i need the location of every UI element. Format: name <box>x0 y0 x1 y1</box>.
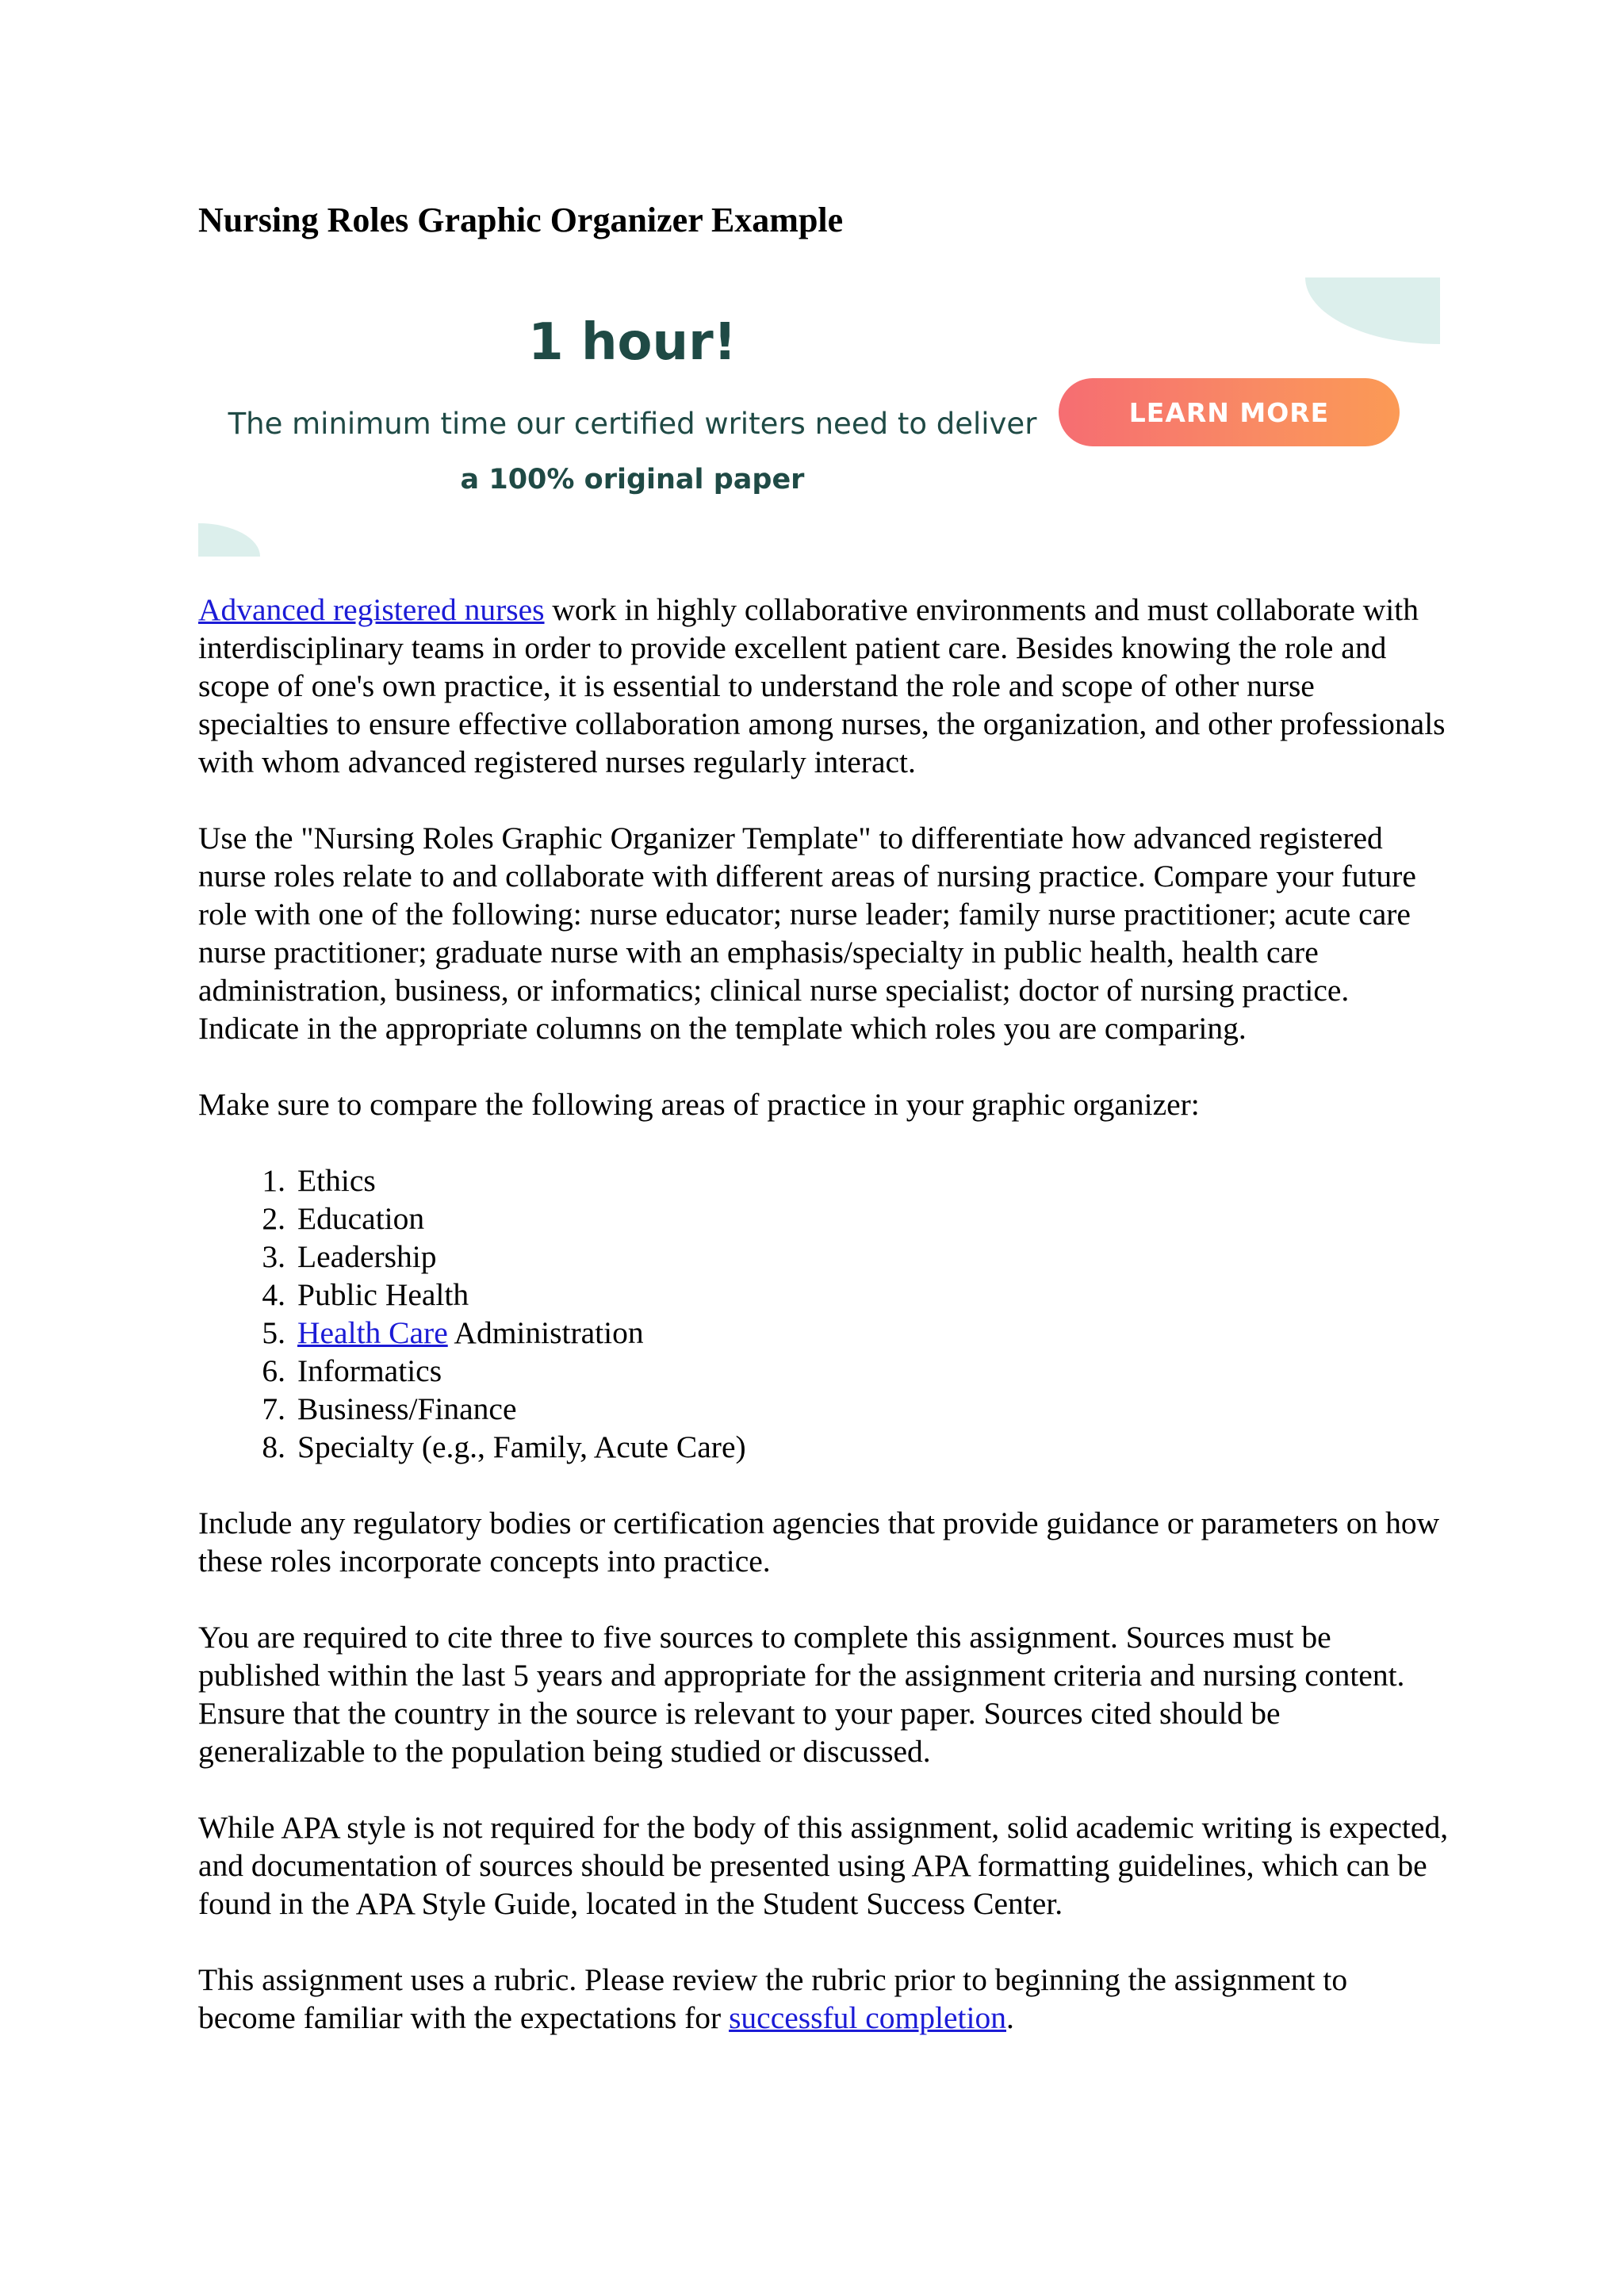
paragraph-rubric <box>198 1961 1451 2037</box>
list-item <box>198 1314 1451 1352</box>
list-item <box>198 1161 1451 1200</box>
list-number: 5. <box>262 1315 285 1350</box>
banner-subtitle-bold: a 100% original paper <box>460 464 805 496</box>
advanced-registered-nurses-link[interactable]: Advanced registered nurses <box>198 592 545 627</box>
page-title: Nursing Roles Graphic Organizer Example <box>198 201 844 239</box>
list-item-text: Business/Finance <box>297 1391 517 1426</box>
paragraph-rubric-text: This assignment uses a rubric. Please review the rubric prior to beginning the assignment to become familiar with the expectations for <box>198 1962 1348 2035</box>
learn-more-button[interactable]: LEARN MORE <box>1059 378 1400 446</box>
list-number: 2. <box>262 1201 285 1236</box>
paragraph-sources: You are required to cite three to five sources to complete this assignment. Sources must be published within the last 5 years and appropriate for the assignment criteria and nursing content. Ensure that the country in the source is relevant to your paper. Sources cited should be generalizable to the population being studied or discussed. <box>198 1620 1405 1769</box>
banner-decor-bottom-left <box>198 523 260 557</box>
practice-areas-list <box>198 1161 1451 1466</box>
list-item-text: Education <box>297 1201 425 1236</box>
list-item-text: Leadership <box>297 1239 437 1274</box>
list-number: 3. <box>262 1239 285 1274</box>
list-item <box>198 1238 1451 1276</box>
list-number: 6. <box>262 1353 285 1388</box>
paragraph-compare-areas: Make sure to compare the following areas of practice in your graphic organizer: <box>198 1087 1200 1122</box>
banner-decor-top-right <box>1305 277 1440 344</box>
paragraph-instructions: Use the "Nursing Roles Graphic Organizer Template" to differentiate how advanced registered nurse roles relate to and collaborate with different areas of nursing practice. Compare your future role with one of the following: nurse educator; nurse leader; family nurse practitioner; acute care nurse practitioner; graduate nurse with an emphasis/specialty in public health, health care administration, business, or informatics; clinical nurse specialist; doctor of nursing practice. Indicate in the appropriate columns on the template which roles you are comparing. <box>198 821 1416 1046</box>
paragraph-regulatory: Include any regulatory bodies or certification agencies that provide guidance or parameters on how these roles incorporate concepts into practice. <box>198 1506 1440 1578</box>
list-item-text: Administration <box>447 1315 644 1350</box>
paragraph-rubric-end: . <box>1006 2000 1014 2035</box>
list-item <box>198 1276 1451 1314</box>
paragraph-intro <box>198 591 1451 781</box>
list-number: 1. <box>262 1163 285 1198</box>
list-item <box>198 1428 1451 1466</box>
paragraph-apa: While APA style is not required for the body of this assignment, solid academic writing is expected, and documentation of sources should be presented using APA formatting guidelines, which can be found in the APA Style Guide, located in the Student Success Center. <box>198 1810 1449 1921</box>
list-number: 4. <box>262 1277 285 1312</box>
list-item <box>198 1200 1451 1238</box>
list-item-text: Public Health <box>297 1277 469 1312</box>
successful-completion-link[interactable]: successful completion <box>729 2000 1006 2035</box>
banner-headline: 1 hour! <box>528 313 737 372</box>
list-number: 8. <box>262 1429 285 1464</box>
health-care-link[interactable]: Health Care <box>297 1315 448 1350</box>
paragraph-intro-text: work in highly collaborative environments and must collaborate with interdisciplinary teams in order to provide excellent patient care. Besides knowing the role and scope of one's own practice, it is essential to understand the role and scope of other nurse specialties to ensure effective collaboration among nurses, the organization, and other professionals with whom advanced registered nurses regularly interact. <box>198 592 1446 779</box>
list-number: 7. <box>262 1391 285 1426</box>
banner-subtitle: The minimum time our certified writers need to deliver <box>228 407 1037 441</box>
list-item-text: Informatics <box>297 1353 442 1388</box>
list-item-text: Ethics <box>297 1163 376 1198</box>
list-item-text: Specialty (e.g., Family, Acute Care) <box>297 1429 746 1464</box>
list-item <box>198 1390 1451 1428</box>
promo-banner <box>198 277 1440 557</box>
list-item <box>198 1352 1451 1390</box>
document-body <box>198 591 1451 2075</box>
